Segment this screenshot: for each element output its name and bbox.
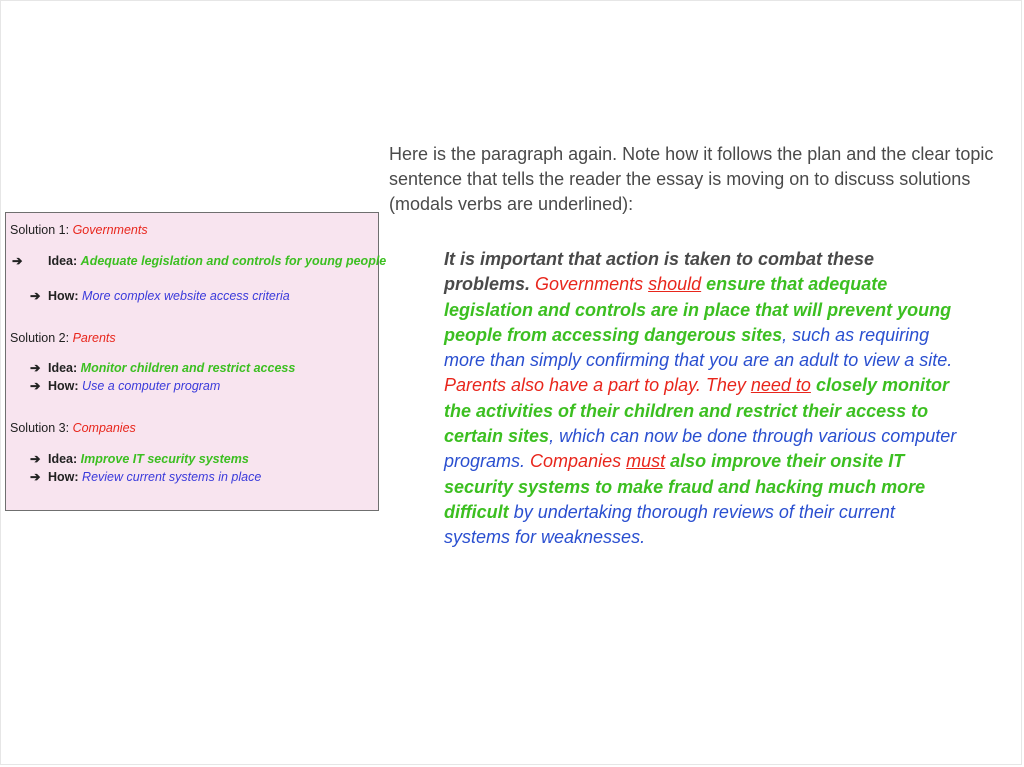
solution-3-how	[30, 469, 370, 486]
solution-1-how	[30, 288, 370, 305]
how-key: How:	[48, 289, 79, 303]
modal-verb: should	[648, 274, 702, 295]
arrow-right-icon: ➔	[30, 361, 41, 375]
solution-3-heading	[10, 421, 136, 435]
idea-key: Idea:	[48, 452, 78, 466]
solution-subject: Parents also have a part to play. They	[444, 375, 746, 396]
solution-value: Companies	[72, 421, 136, 435]
solution-1-heading	[10, 223, 148, 237]
solution-1-idea	[12, 253, 388, 270]
how-text: Review current systems in place	[82, 470, 262, 484]
how-key: How:	[48, 379, 79, 393]
essay-plan-box	[5, 212, 387, 511]
idea-text: Improve IT security systems	[80, 452, 249, 466]
solution-2-heading	[10, 331, 116, 345]
solution-subject: Governments	[535, 274, 644, 295]
arrow-right-icon: ➔	[30, 379, 41, 393]
idea-clause: also improve their onsite IT security systems to make fraud and hacking much more difficult	[444, 451, 926, 522]
how-clause: , such as requiring more than simply confirming that you are an adult to view a site.	[444, 324, 953, 371]
solution-label: Solution 3:	[10, 421, 70, 435]
idea-key: Idea:	[48, 254, 78, 268]
solution-2-idea	[30, 360, 370, 377]
example-paragraph	[444, 247, 964, 551]
how-text: More complex website access criteria	[82, 289, 290, 303]
how-key: How:	[48, 470, 79, 484]
arrow-right-icon: ➔	[30, 289, 41, 303]
how-clause: , which can now be done through various computer programs.	[444, 426, 957, 472]
idea-key: Idea:	[48, 361, 78, 375]
topic-sentence: It is important that action is taken to combat these problems.	[444, 249, 875, 295]
solution-subject: Companies	[530, 451, 622, 472]
solution-value: Parents	[72, 331, 116, 345]
solution-label: Solution 2:	[10, 331, 70, 345]
solution-2-how	[30, 378, 370, 395]
modal-verb: must	[626, 451, 666, 472]
idea-text: Monitor children and restrict access	[80, 361, 296, 375]
arrow-right-icon: ➔	[30, 452, 41, 466]
idea-text: Adequate legislation and controls for young people	[80, 254, 387, 268]
solution-value: Governments	[72, 223, 148, 237]
idea-clause: ensure that adequate legislation and controls are in place that will prevent young people from accessing dangerous sites	[444, 274, 952, 345]
idea-clause: closely monitor the activities of their children and restrict their access to certain sites	[444, 375, 949, 447]
intro-text: Here is the paragraph again. Note how it follows the plan and the clear topic sentence that tells the reader the essay is moving on to discuss solutions (modals verbs are underlined):	[389, 144, 994, 214]
solution-3-idea	[30, 451, 370, 468]
modal-verb: need to	[750, 375, 811, 396]
arrow-right-icon: ➔	[30, 470, 41, 484]
arrow-right-icon: ➔	[12, 254, 23, 268]
solution-label: Solution 1:	[10, 223, 70, 237]
how-clause: by undertaking thorough reviews of their current systems for weaknesses.	[444, 501, 895, 548]
how-text: Use a computer program	[82, 379, 221, 393]
